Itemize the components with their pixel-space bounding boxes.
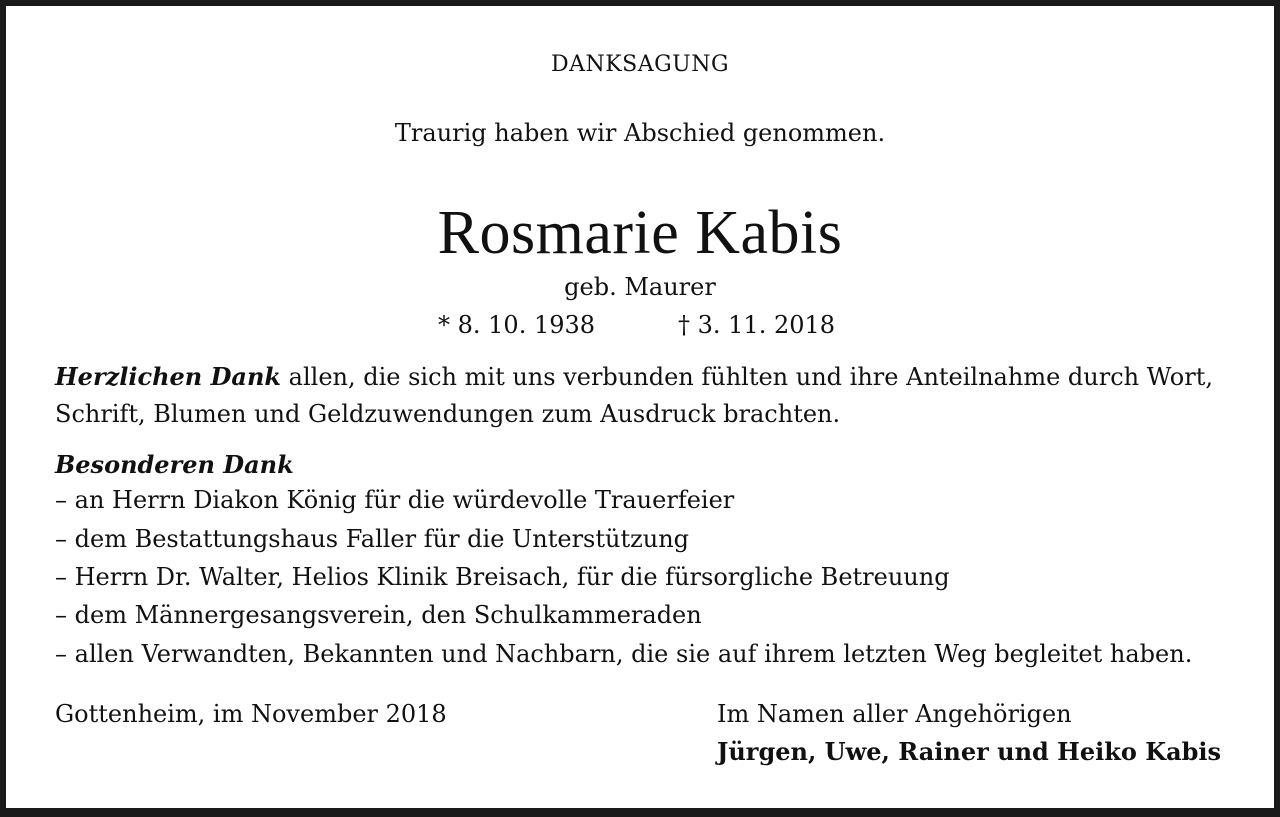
deceased-name: Rosmarie Kabis [437, 199, 843, 267]
special-thanks-item: – dem Männergesangsverein, den Schulkammeraden [55, 601, 702, 629]
special-thanks-item: – dem Bestattungshaus Faller für die Unterstützung [55, 525, 690, 553]
thanks-paragraph-line-2: Schrift, Blumen und Geldzuwendungen zum Ausdruck brachten. [55, 400, 841, 428]
special-thanks-item: – Herrn Dr. Walter, Helios Klinik Breisach, für die fürsorgliche Betreuung [55, 563, 950, 591]
notice-subheading: Traurig haben wir Abschied genommen. [394, 119, 886, 147]
maiden-name: geb. Maurer [564, 273, 716, 301]
thanks-paragraph-line-1 [55, 362, 1213, 391]
special-thanks-heading: Besonderen Dank [55, 450, 294, 479]
notice-heading: DANKSAGUNG [550, 52, 730, 77]
signature-names: Jürgen, Uwe, Rainer und Heiko Kabis [717, 737, 1222, 766]
thanks-emphasis: Herzlichen Dank [55, 362, 282, 391]
special-thanks-item: – an Herrn Diakon König für die würdevolle Trauerfeier [55, 486, 735, 514]
thanks-text: allen, die sich mit uns verbunden fühlten und ihre Anteilnahme durch Wort, [281, 363, 1213, 391]
birth-date: * 8. 10. 1938 [438, 311, 596, 339]
death-date: † 3. 11. 2018 [678, 311, 836, 339]
special-thanks-item: – allen Verwandten, Bekannten und Nachbarn, die sie auf ihrem letzten Weg begleitet haben. [55, 640, 1193, 668]
place-and-date: Gottenheim, im November 2018 [55, 700, 447, 728]
signature-intro: Im Namen aller Angehörigen [717, 700, 1072, 728]
